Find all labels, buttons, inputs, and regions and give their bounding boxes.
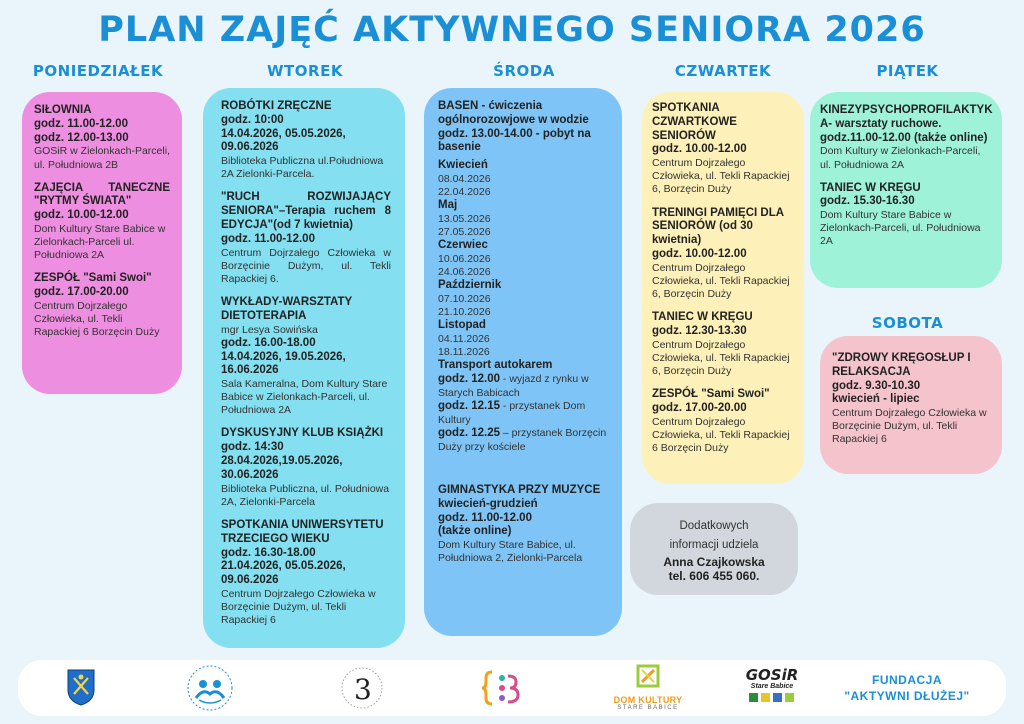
activity-place: Centrum Dojrzałego Człowieka, ul. Tekli Rapackiej 6 Borzęcin Duży <box>34 300 160 339</box>
page-title: PLAN ZAJĘĆ AKTYWNEGO SENIORA 2026 <box>98 10 926 50</box>
pool-date: 10.06.2026 <box>438 253 491 266</box>
activity-time: godz. 11.00-12.00 <box>221 232 315 245</box>
activity-name: "RUCH ROZWIJAJĄCY SENIORA"–Terapia ruchem 8 EDYCJA"(od 7 kwietnia) <box>221 191 391 232</box>
pool-month: Czerwiec <box>438 239 488 252</box>
activity-place: Centrum Dojrzałego Człowieka w Borzęcinie Dużym, ul. Tekli Rapackiej 6 <box>221 587 376 627</box>
transport-desc: - przystanek Dom Kultury <box>438 400 586 426</box>
pool-date: 13.05.2026 <box>438 213 491 226</box>
activity-name: ROBÓTKI ZRĘCZNE <box>221 100 332 112</box>
coat-of-arms-icon <box>66 668 96 711</box>
fundacja-line: FUNDACJA <box>872 673 942 687</box>
transport-desc: – przystanek Borzęcin Duży przy kościele <box>438 427 607 453</box>
colorful-b-logo <box>480 668 520 713</box>
activity-place: Centrum Dojrzałego Człowieka, ul. Tekli Rapackiej 6, Borzęcin Duży <box>652 261 790 300</box>
fundacja-name <box>832 673 982 704</box>
activity-time: godz. 10:00 <box>221 113 284 126</box>
activity-time: godz. 10.00-12.00 <box>652 247 747 260</box>
pool-dates-list <box>438 159 608 359</box>
wednesday-card <box>424 88 622 636</box>
activity-name: GIMNASTYKA PRZY MUZYCE <box>438 483 601 496</box>
pool-date: 24.06.2026 <box>438 266 491 279</box>
monday-card <box>22 92 182 394</box>
activity-place: Dom Kultury Stare Babice, ul. Południowa 2, Zielonki-Parcela <box>438 539 583 565</box>
tuesday-card <box>203 88 405 648</box>
activity-place: Centrum Dojrzałego Człowieka w Borzęcinie Dużym, ul. Tekli Rapackiej 6. <box>221 246 391 285</box>
activity-place: Centrum Dojrzałego Człowieka, ul. Tekli Rapackiej 6 Borzęcin Duży <box>652 415 790 454</box>
activity-place: Dom Kultury Stare Babice w Zielonkach-Parceli ul. Południowa 2A <box>34 223 166 262</box>
activity-period: kwiecień-grudzień <box>438 497 538 510</box>
activity-name: SPOTKANIA UNIWERSYTETU TRZECIEGO WIEKU <box>221 518 384 545</box>
gosir-sub: Stare Babice <box>750 683 794 690</box>
day-header-monday: PONIEDZIAŁEK <box>32 62 164 80</box>
uniwersytet-trzeciego-wieku-logo <box>340 664 384 717</box>
pool-date: 22.04.2026 <box>438 186 491 199</box>
contact-info-card <box>630 503 798 595</box>
activity-dates: 14.04.2026, 19.05.2026, 16.06.2026 <box>221 350 346 377</box>
contact-name: Anna Czajkowska <box>663 554 765 569</box>
activity-time: godz. 10.00-12.00 <box>34 209 129 222</box>
day-header-wednesday: ŚRODA <box>493 62 555 80</box>
activity-time: godz.11.00-12.00 (także online) <box>820 131 988 144</box>
pool-date: 21.10.2026 <box>438 306 491 319</box>
transport-stop <box>438 373 608 400</box>
activity-place: Dom Kultury w Zielonkach-Parceli, ul. Południowa 2A <box>820 145 981 171</box>
activity-place: Dom Kultury Stare Babice w Zielonkach-Parceli, ul. Południowa 2A <box>820 209 981 248</box>
pool-date: 04.11.2026 <box>438 333 490 346</box>
activity-time: godz. 12.30-13.30 <box>652 324 747 337</box>
transport-desc: - wyjazd z rynku w Starych Babicach <box>438 373 589 400</box>
gminna-rada-seniorow-logo <box>181 664 239 712</box>
activity-name: TANIEC W KRĘGU <box>820 181 921 194</box>
pool-month: Październik <box>438 279 502 292</box>
day-header-friday: PIĄTEK <box>876 62 939 80</box>
activity-period: kwiecień - lipiec <box>832 393 920 406</box>
gosir-logo <box>736 668 808 708</box>
activity-time: godz. 12.00-13.00 <box>34 131 129 144</box>
pool-month: Kwiecień <box>438 159 488 172</box>
day-header-thursday: CZWARTEK <box>674 62 772 80</box>
activity-online: (także online) <box>438 525 512 538</box>
activity-time: godz. 11.00-12.00 <box>34 117 128 130</box>
activity-name: DYSKUSYJNY KLUB KSIĄŻKI <box>221 427 384 440</box>
activity-name: ZAJĘCIA TANECZNE "RYTMY ŚWIATA" <box>34 181 170 208</box>
activity-place: GOSiR w Zielonkach-Parceli, ul. Południowa 2B <box>34 145 170 171</box>
activity-person: mgr Lesya Sowińska <box>221 323 318 336</box>
contact-line: Dodatkowych <box>679 520 749 532</box>
activity-place: Sala Kameralna, Dom Kultury Stare Babice w Zielonkach-Parceli, ul. Południowa 2A <box>221 378 388 417</box>
activity-place: Biblioteka Publiczna, ul. Południowa 2A, Zielonki-Parcela <box>221 482 390 508</box>
pool-date: 08.04.2026 <box>438 172 491 185</box>
activity-name: TANIEC W KRĘGU <box>652 311 753 324</box>
activity-time: godz. 16.30-18.00 <box>221 546 316 559</box>
activity-name: ZESPÓŁ "Sami Swoi" <box>652 388 770 401</box>
day-header-saturday: SOBOTA <box>871 314 944 332</box>
gosir-name: GOSiR <box>745 666 799 684</box>
activity-time: godz. 9.30-10.30 <box>832 379 921 392</box>
transport-time: godz. 12.15 <box>438 400 500 413</box>
pool-date: 18.11.2026 <box>438 346 490 359</box>
fundacja-line: "AKTYWNI DŁUŻEJ" <box>844 688 970 703</box>
activity-place: Centrum Dojrzałego Człowieka, ul. Tekli Rapackiej 6, Borzęcin Duży <box>652 157 790 196</box>
transport-stop <box>438 400 608 427</box>
activity-name: SPOTKANIA CZWARTKOWE SENIORÓW <box>652 102 737 142</box>
dom-kultury-name: DOM KULTURY <box>613 695 683 705</box>
activity-time: godz. 17.00-20.00 <box>34 286 129 299</box>
activity-name: ZESPÓŁ "Sami Swoi" <box>34 272 152 285</box>
pool-date: 27.05.2026 <box>438 226 491 239</box>
contact-phone: tel. 606 455 060. <box>668 569 760 584</box>
activity-dates: 14.04.2026, 05.05.2026, 09.06.2026 <box>221 127 346 154</box>
activity-time: godz. 11.00-12.00 <box>438 511 532 524</box>
activity-name: "ZDROWY KRĘGOSŁUP I RELAKSACJA <box>832 352 971 378</box>
activity-place: Centrum Dojrzałego Człowieka w Borzęcinie Dużym, ul. Tekli Rapackiej 6 <box>832 407 987 446</box>
dom-kultury-sub: STARE BABICE <box>617 705 679 711</box>
activity-time: godz. 16.00-18.00 <box>221 336 316 349</box>
activity-time: godz. 17.00-20.00 <box>652 401 747 414</box>
friday-card <box>810 92 1002 288</box>
contact-line: informacji udziela <box>669 538 759 551</box>
activity-name: WYKŁADY-WARSZTATY DIETOTERAPIA <box>221 296 352 322</box>
activity-dates: 28.04.2026,19.05.2026, 30.06.2026 <box>221 455 343 481</box>
activity-name: TRENINGI PAMIĘCI DLA SENIORÓW (od 30 kwietnia) <box>652 206 784 247</box>
activity-time: godz. 15.30-16.30 <box>820 195 915 208</box>
sponsors-footer <box>18 660 1006 716</box>
activity-name: BASEN - ćwiczenia ogólnorozowjowe w wodzie godz. 13.00-14.00 - pobyt na basenie <box>438 100 591 154</box>
activity-place: Centrum Dojrzałego Człowieka, ul. Tekli Rapackiej 6, Borzęcin Duży <box>652 338 790 377</box>
activity-dates: 21.04.2026, 05.05.2026, 09.06.2026 <box>221 560 346 587</box>
dom-kultury-logo <box>608 664 688 711</box>
activity-time: godz. 10.00-12.00 <box>652 143 747 156</box>
saturday-card <box>820 336 1002 474</box>
day-header-tuesday: WTOREK <box>267 62 343 80</box>
svg-text:3: 3 <box>354 673 372 706</box>
activity-name: SIŁOWNIA <box>34 104 92 116</box>
transport-time: godz. 12.25 <box>438 427 500 440</box>
transport-stop <box>438 427 608 454</box>
transport-title: Transport autokarem <box>438 359 553 372</box>
pool-month: Listopad <box>438 319 486 332</box>
activity-name: KINEZYPSYCHOPROFILAKTYKA- warsztaty ruchowe. <box>820 104 993 130</box>
pool-month: Maj <box>438 199 458 212</box>
thursday-card <box>642 92 804 484</box>
pool-date: 07.10.2026 <box>438 293 491 306</box>
activity-place: Biblioteka Publiczna ul.Południowa 2A Zielonki-Parcela. <box>221 155 384 181</box>
transport-time: godz. 12.00 <box>438 373 500 386</box>
activity-time: godz. 14:30 <box>221 441 284 454</box>
